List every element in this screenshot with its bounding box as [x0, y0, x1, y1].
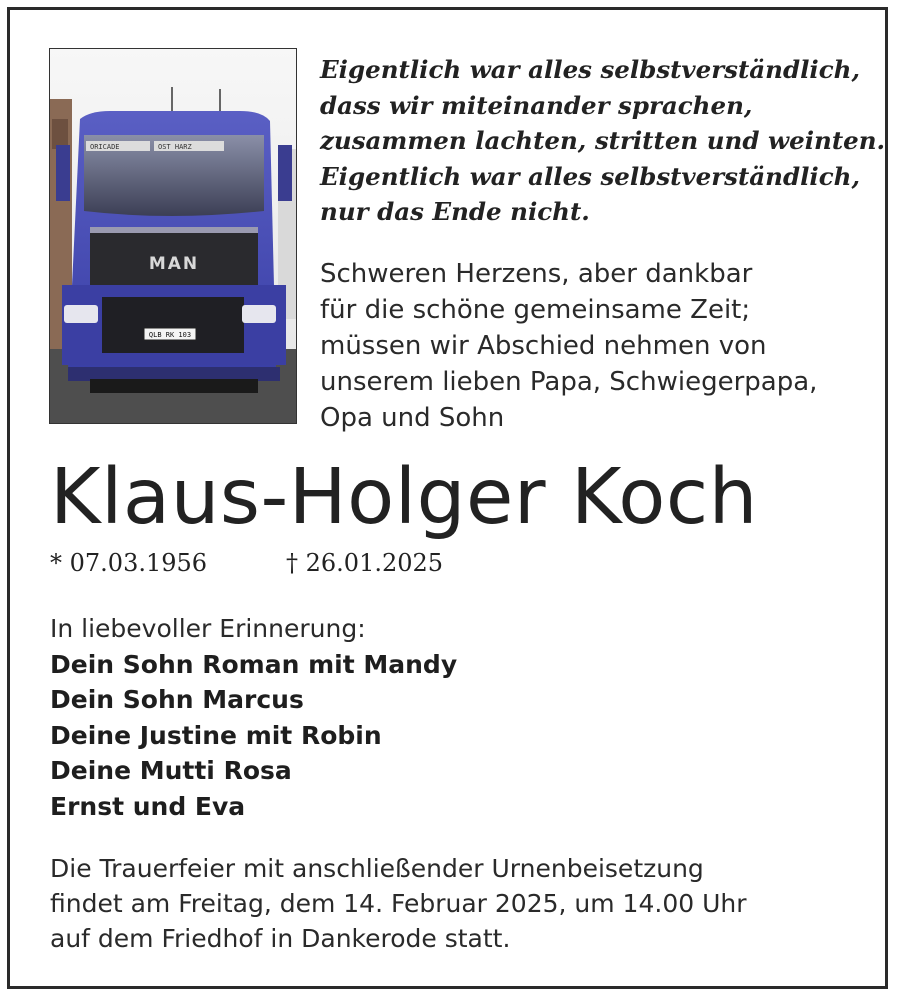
mourner-line: Dein Sohn Roman mit Mandy [50, 649, 458, 679]
intro-line: Opa und Sohn [320, 403, 505, 433]
intro-text [320, 256, 880, 436]
service-line: Die Trauerfeier mit anschließender Urnenbeisetzung [50, 854, 704, 883]
svg-text:MAN: MAN [148, 254, 200, 274]
memory-lead: In liebevoller Erinnerung: [50, 614, 366, 643]
quote-line: dass wir miteinander sprachen, [320, 90, 753, 120]
intro-line: müssen wir Abschied nehmen von [320, 331, 767, 361]
birth-date: * 07.03.1956 [50, 549, 208, 577]
deceased-name: Klaus-Holger Koch [50, 453, 758, 542]
intro-line: unserem lieben Papa, Schwiegerpapa, [320, 367, 818, 397]
life-dates [50, 546, 444, 580]
intro-line: für die schöne gemeinsame Zeit; [320, 295, 751, 325]
mourners-block [50, 611, 457, 824]
mourner-line: Deine Justine mit Robin [50, 720, 382, 750]
quote-line: Eigentlich war alles selbstverständlich, [320, 55, 860, 84]
service-line: auf dem Friedhof in Dankerode statt. [50, 924, 511, 953]
svg-text:OST HARZ: OST HARZ [158, 143, 192, 151]
quote-line: Eigentlich war alles selbstverständlich, [320, 161, 860, 191]
mourner-line: Dein Sohn Marcus [50, 685, 304, 714]
quote-line: nur das Ende nicht. [320, 197, 590, 226]
death-date: † 26.01.2025 [286, 549, 444, 577]
truck-photo [49, 48, 297, 424]
funeral-service-info [50, 851, 747, 956]
quote-line: zusammen lachten, stritten und weinten. [320, 126, 886, 155]
mourner-line: Deine Mutti Rosa [50, 756, 292, 785]
mourner-line: Ernst und Eva [50, 791, 246, 821]
quote-block [320, 52, 886, 230]
svg-text:QLB RK 103: QLB RK 103 [148, 331, 192, 339]
svg-text:ORICADE: ORICADE [90, 143, 120, 151]
service-line: findet am Freitag, dem 14. Februar 2025, um 14.00 Uhr [50, 889, 747, 918]
intro-line: Schweren Herzens, aber dankbar [320, 259, 753, 289]
